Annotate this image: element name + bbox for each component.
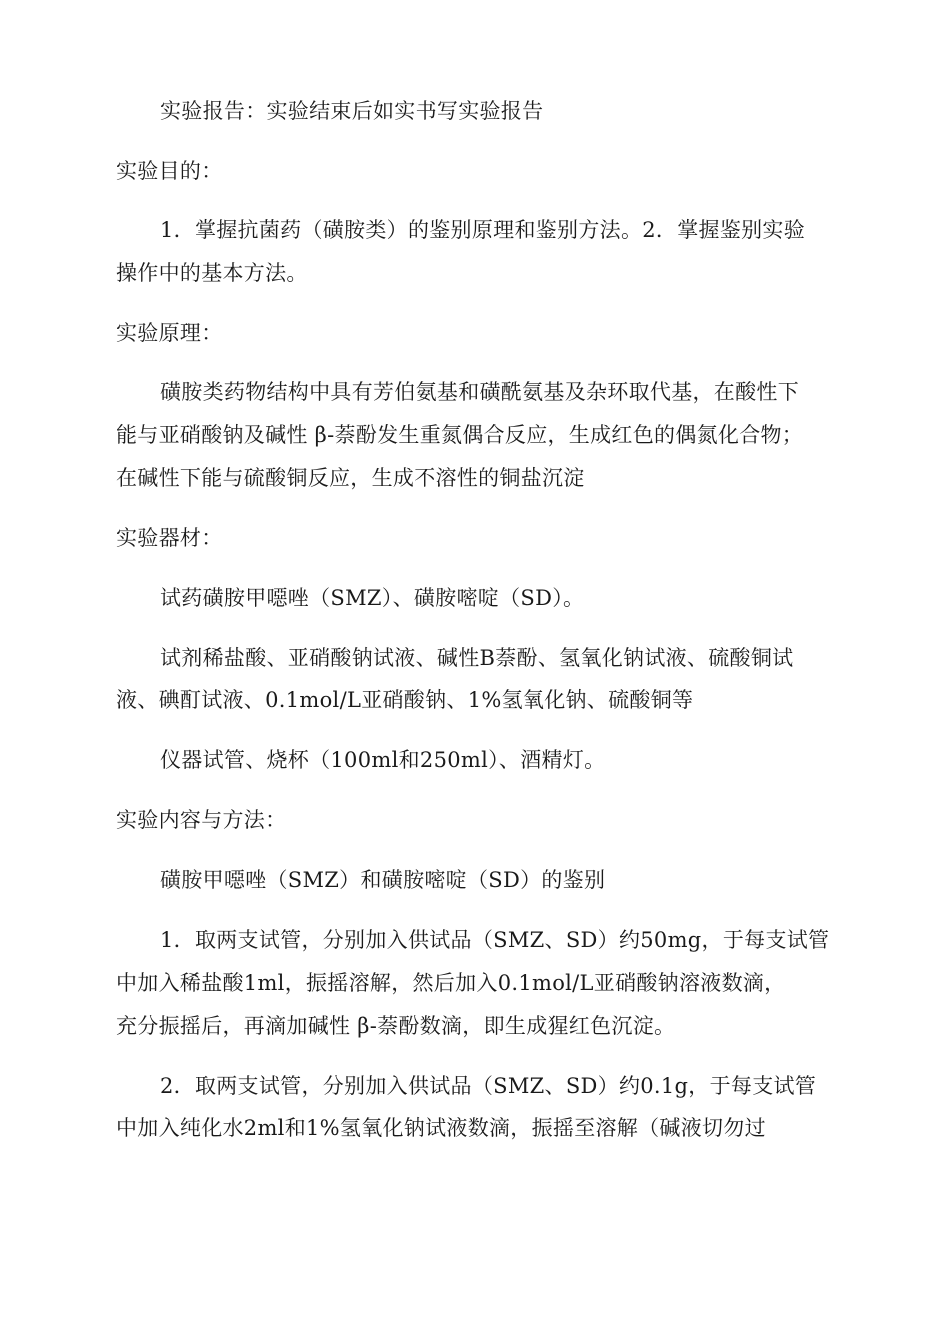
step1-line-3: 充分振摇后，再滴加碱性 β-萘酚数滴，即生成猩红色沉淀。: [116, 1014, 676, 1038]
purpose-line-1: 1．掌握抗菌药（磺胺类）的鉴别原理和鉴别方法。2．掌握鉴别实验: [160, 218, 806, 242]
heading-equipment: 实验器材：: [116, 526, 223, 550]
heading-methods: 实验内容与方法：: [116, 808, 287, 832]
principle-line-3: 在碱性下能与硫酸铜反应，生成不溶性的铜盐沉淀: [116, 466, 585, 490]
methods-subtitle: 磺胺甲噁唑（SMZ）和磺胺嘧啶（SD）的鉴别: [160, 868, 606, 892]
heading-purpose: 实验目的：: [116, 159, 223, 183]
heading-principle: 实验原理：: [116, 321, 223, 345]
step2-line-1: 2．取两支试管，分别加入供试品（SMZ、SD）约0.1g，于每支试管: [160, 1074, 817, 1098]
principle-line-2: 能与亚硝酸钠及碱性 β-萘酚发生重氮偶合反应，生成红色的偶氮化合物；: [116, 423, 804, 447]
intro-line: 实验报告：实验结束后如实书写实验报告: [160, 99, 544, 123]
step2-line-2: 中加入纯化水2ml和1%氢氧化钠试液数滴，振摇至溶解（碱液切勿过: [116, 1116, 766, 1140]
step1-line-2: 中加入稀盐酸1ml，振摇溶解，然后加入0.1mol/L亚硝酸钠溶液数滴，: [116, 971, 786, 995]
equipment-reagents-1: 试剂稀盐酸、亚硝酸钠试液、碱性Β萘酚、氢氧化钠试液、硫酸铜试: [160, 646, 794, 670]
equipment-drugs: 试药磺胺甲噁唑（SMZ）、磺胺嘧啶（SD）。: [160, 586, 585, 610]
purpose-line-2: 操作中的基本方法。: [116, 261, 308, 285]
step1-line-1: 1．取两支试管，分别加入供试品（SMZ、SD）约50mg，于每支试管: [160, 928, 830, 952]
principle-line-1: 磺胺类药物结构中具有芳伯氨基和磺酰氨基及杂环取代基，在酸性下: [160, 380, 799, 404]
equipment-instruments: 仪器试管、烧杯（100ml和250ml）、酒精灯。: [160, 748, 606, 772]
equipment-reagents-2: 液、碘酊试液、0.1mol/L亚硝酸钠、1%氢氧化钠、硫酸铜等: [116, 688, 694, 712]
